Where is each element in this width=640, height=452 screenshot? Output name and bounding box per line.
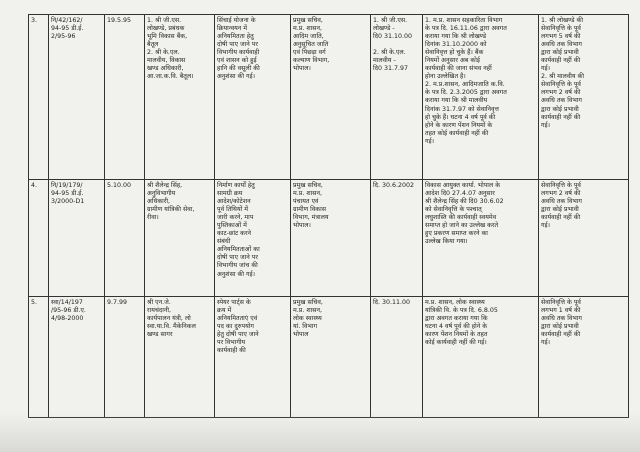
reply-cell: म.प्र. शासन, लोक स्वास्थ्य यांत्रिकी वि. के पत्र दि. 6.8.05 द्वारा अवगत कराया गया कि घटना 4 वर्ष पूर्व की होने के कारण पेंशन नियमों के तहत कोई कार्यवाही नहीं की गई। (423, 297, 539, 418)
date-cell: 5.10.00 (105, 180, 145, 297)
dispatch-cell: 1. श्री जी.एस. लोखण्डे - दि0 31.10.00 2. श्री के.एल. मालवीय - दि0 31.7.97 (371, 15, 423, 180)
date-cell: 19.5.95 (105, 15, 145, 180)
charges-cell: सिंचाई योजना के क्रियान्वयन में अनियमितता हेतु दोषी पाए जाने पर विभागीय कार्यवाही एवं शासन को हुई हानि की वसूली की अनुशंसा की गई। (215, 15, 291, 180)
remarks-cell: सेवानिवृत्ति के पूर्व लगभग 1 वर्ष की अवधि तक विभाग द्वारा कोई प्रभावी कार्यवाही नहीं की गई। (539, 297, 629, 418)
table-row (29, 297, 629, 418)
remarks-cell: 1. श्री लोखण्डे की सेवानिवृत्ति के पूर्व लगभग 5 वर्ष की अवधि तक विभाग द्वारा कोई प्रभावी कार्यवाही नहीं की गई। 2. श्री मालवीय की सेवानिवृत्ति के पूर्व लगभग 2 वर्ष की अवधि तक विभाग द्वारा कोई प्रभावी कार्यवाही नहीं की गई। (539, 15, 629, 180)
officers-cell: श्री एन.जे. रायचंदानी, कार्यपालन यंत्री, लो स्वा.या.वि. मैकेनिकल खण्ड सागर (145, 297, 215, 418)
reply-cell: विकास आयुक्त कार्या. भोपाल के आदेश दि0 27.4.07 अनुसार श्री शैलेन्द्र सिंह की दि0 30.6.02 को सेवानिवृत्ति के पश्चात् लघुशास्ति की कार्यवाही स्वयमेव समाप्त हो जाने का उल्लेख करते हुए प्रकरण समाप्त करने का उल्लेख किया गया। (423, 180, 539, 297)
officers-cell: श्री शैलेन्द्र सिंह, अनुविभागीय अधिकारी, ग्रामीण यांत्रिकी सेवा, रीवा। (145, 180, 215, 297)
charges-cell: स्पेयर पार्ट्स के क्रय में अनियमितताएं एवं पद का दुरुपयोग हेतु दोषी पाए जाने पर विभागीय कार्यवाही की (215, 297, 291, 418)
serial-number-cell: 5. (29, 297, 49, 418)
officers-cell: 1. श्री जी.एस. लोखण्डे, प्रबंधक भूमि विकास बैंक, बैतूल 2. श्री के.एल. मालवीय, विकास खण्ड अधिकारी, आ.जा.क.वि. बैतूल। (145, 15, 215, 180)
department-cell: प्रमुख सचिव, म.प्र. शासन, पंचायत एवं ग्रामीण विकास विभाग, मंत्रालय भोपाल। (291, 180, 371, 297)
charges-cell: निर्माण कार्यों हेतु सामग्री क्रय आदेश/कोटेशन पूर्व तिथियों में जारी करने, माप पुस्तिकाओं में काट-छांट करने संबंधी अनियमितताओं का दोषी पाए जाने पर विभागीय जांच की अनुशंसा की गई। (215, 180, 291, 297)
department-cell: प्रमुख सचिव, म.प्र. शासन, आदिम जाति, अनुसूचित जाति एवं पिछड़ा वर्ग कल्याण विभाग, भोपाल। (291, 15, 371, 180)
date-cell: 9.7.99 (105, 297, 145, 418)
remarks-cell: सेवानिवृत्ति के पूर्व लगभग 2 वर्ष की अवधि तक विभाग द्वारा कोई प्रभावी कार्यवाही नहीं की गई। (539, 180, 629, 297)
table-row (29, 180, 629, 297)
serial-number-cell: 3. (29, 15, 49, 180)
cases-table (28, 14, 629, 418)
serial-number-cell: 4. (29, 180, 49, 297)
case-number-cell: नि/42/162/ 94-95 डी.ई. 2/95-96 (49, 15, 105, 180)
table-row (29, 15, 629, 180)
dispatch-cell: दि. 30.11.00 (371, 297, 423, 418)
case-number-cell: स्वा/14/197 /95-96 डी.ए. 4/98-2000 (49, 297, 105, 418)
scan-shadow (0, 412, 640, 452)
dispatch-cell: दि. 30.6.2002 (371, 180, 423, 297)
reply-cell: 1. म.प्र. शासन सहकारिता विभाग के पत्र दि. 16.11.06 द्वारा अवगत कराया गया कि श्री लोखण्डे दिनांक 31.10.2000 को सेवानिवृत्त हो चुके हैं। बैंक नियमों अनुसार अब कोई कार्यवाही की जाना संभव नहीं होना उल्लेखित है। 2. म.प्र.शासन, आदिमजाति क.वि. के पत्र दि. 2.3.2005 द्वारा अवगत कराया गया कि श्री मालवीय दिनांक 31.7.97 को सेवानिवृत्त हो चुके हैं। घटना 4 वर्ष पूर्व की होने के कारण पेंशन नियमों के तहत कोई कार्यवाही नहीं की गई। (423, 15, 539, 180)
department-cell: प्रमुख सचिव, म.प्र. शासन, लोक स्वास्थ्य यां. विभाग भोपाल (291, 297, 371, 418)
case-number-cell: नि/19/179/ 94-95 डी.ई. 3/2000-D1 (49, 180, 105, 297)
